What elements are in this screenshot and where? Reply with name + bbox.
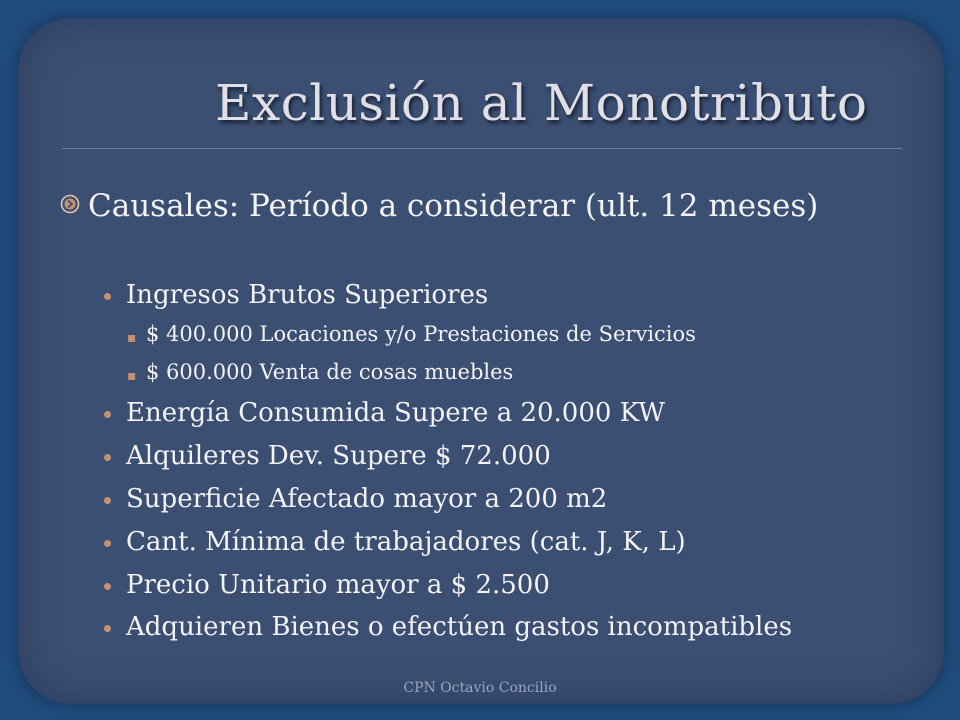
list-item bbox=[104, 570, 550, 600]
list-item-text: Superficie Afectado mayor a 200 m2 bbox=[126, 484, 608, 514]
dot-icon bbox=[104, 625, 111, 632]
dot-icon bbox=[104, 454, 111, 461]
list-item bbox=[104, 484, 607, 514]
list-item-text: Adquieren Bienes o efectúen gastos incompatibles bbox=[126, 612, 793, 642]
slide-title: Exclusión al Monotributo bbox=[215, 74, 868, 132]
title-divider bbox=[62, 148, 902, 149]
small-square-icon: ▪ bbox=[127, 330, 137, 346]
sub-list-item bbox=[127, 321, 696, 347]
dot-icon bbox=[104, 540, 111, 547]
list-item-text: Precio Unitario mayor a $ 2.500 bbox=[126, 570, 550, 600]
circled-arrow-icon bbox=[60, 194, 80, 214]
list-item bbox=[104, 398, 665, 428]
dot-icon bbox=[104, 497, 111, 504]
list-item bbox=[104, 441, 551, 471]
list-item bbox=[104, 280, 488, 310]
dot-icon bbox=[104, 411, 111, 418]
main-bullet-text: Causales: Período a considerar (ult. 12 meses) bbox=[88, 188, 819, 224]
list-item-text: Ingresos Brutos Superiores bbox=[126, 280, 489, 310]
list-item-text: Cant. Mínima de trabajadores (cat. J, K, L) bbox=[126, 527, 686, 557]
main-bullet bbox=[60, 186, 830, 226]
list-item bbox=[104, 612, 792, 642]
list-item bbox=[104, 527, 686, 557]
sub-list-item bbox=[127, 359, 513, 385]
sub-list-item-text: $ 400.000 Locaciones y/o Prestaciones de Servicios bbox=[146, 322, 696, 346]
list-item-text: Alquileres Dev. Supere $ 72.000 bbox=[126, 441, 551, 471]
dot-icon bbox=[104, 583, 111, 590]
dot-icon bbox=[104, 293, 111, 300]
footer-author: CPN Octavio Concilio bbox=[403, 680, 557, 696]
small-square-icon: ▪ bbox=[127, 368, 137, 384]
sub-list-item-text: $ 600.000 Venta de cosas muebles bbox=[146, 360, 514, 384]
list-item-text: Energía Consumida Supere a 20.000 KW bbox=[126, 398, 665, 428]
